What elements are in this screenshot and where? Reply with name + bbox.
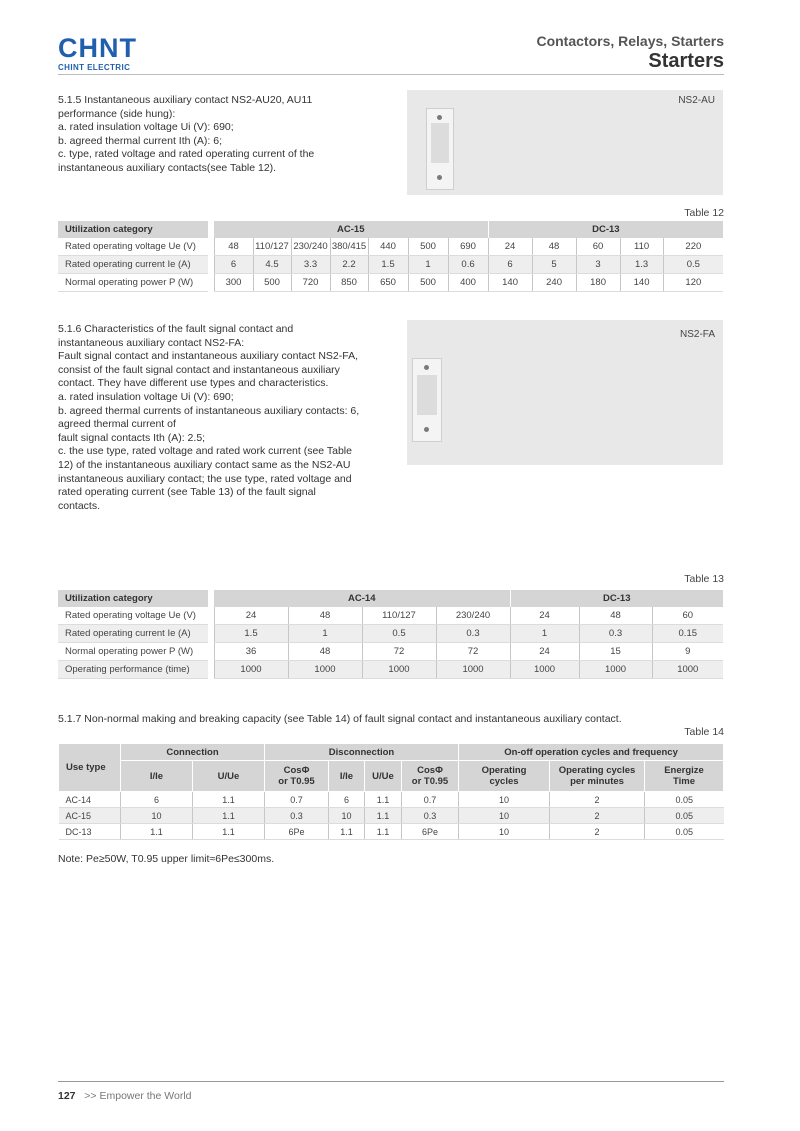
table-cell: 24 [510, 607, 579, 625]
table-cell: 48 [288, 607, 362, 625]
table-cell: 0.7 [402, 792, 459, 808]
table-cell: 0.05 [645, 808, 724, 824]
table-row [58, 625, 723, 643]
table-cell: 300 [214, 274, 253, 292]
table-cell: 3 [576, 256, 620, 274]
section-5-1-6-text: 5.1.6 Characteristics of the fault signal contact and instantaneous auxiliary contact NS2-FA: Fault signal contact and instantaneous auxiliary contact NS2-FA, consist of the fault signal contact and instantaneous auxiliary contact. They have different use types and characteristics. a. rated insulation voltage Ui (V): 690; b. agreed thermal currents of instantaneous auxiliary contacts: 6, agreed thermal current of fault signal contacts Ith (A): 2.5; c. the use type, rated voltage and rated work current (see Table 12) of the instantaneous auxiliary contact same as the NS2-AU instantaneous auxiliary contact; the use type, rated voltage and rated operating current (see Table 13) of the fault signal contacts. [58, 323, 360, 512]
table-13-caption: Table 13 [684, 573, 724, 585]
use-type-header: Use type [59, 744, 121, 792]
table-cell: 1.5 [214, 625, 288, 643]
table-cell: 140 [620, 274, 663, 292]
ns2-au-device-icon [426, 108, 454, 190]
table-cell: 0.3 [579, 625, 652, 643]
table-cell: 1.1 [193, 808, 265, 824]
table-12-group-dc13: DC-13 [488, 221, 723, 238]
table-13-header-label: Utilization category [58, 590, 208, 607]
table-cell: 1000 [288, 661, 362, 679]
col-disconnection-u-ue: U/Ue [365, 761, 402, 792]
table-cell: 140 [488, 274, 532, 292]
ns2-fa-product-image [407, 320, 723, 465]
col-operating-cycles: Operating cycles [459, 761, 550, 792]
table-cell: 1.1 [193, 792, 265, 808]
table-12-group-ac15: AC-15 [214, 221, 488, 238]
header-category: Contactors, Relays, Starters [536, 33, 724, 49]
table-cell: 1.1 [365, 808, 402, 824]
table-cell: 0.3 [402, 808, 459, 824]
operation-cycles-header: On-off operation cycles and frequency [459, 744, 724, 761]
table-row [58, 256, 723, 274]
table-cell: 650 [368, 274, 408, 292]
table-note: Note: Pe≥50W, T0.95 upper limit≈6Pe≤300ms. [58, 853, 275, 865]
col-connection-u-ue: U/Ue [193, 761, 265, 792]
col-connection-cos: CosΦ or T0.95 [265, 761, 329, 792]
table-cell: 120 [663, 274, 723, 292]
table-row [58, 643, 723, 661]
table-cell: 1000 [652, 661, 723, 679]
table-cell: 500 [408, 238, 448, 256]
table-cell: 6 [329, 792, 365, 808]
table-cell: 0.7 [265, 792, 329, 808]
row-label: Operating performance (time) [58, 661, 208, 679]
table-cell: 2 [550, 824, 645, 840]
table-cell: 24 [488, 238, 532, 256]
table-cell: 60 [652, 607, 723, 625]
table-cell: 2.2 [330, 256, 368, 274]
table-cell: 6 [214, 256, 253, 274]
header-divider [58, 74, 724, 75]
table-cell: 72 [362, 643, 436, 661]
table-cell: 500 [408, 274, 448, 292]
table-cell: 0.05 [645, 824, 724, 840]
table-cell: 1000 [510, 661, 579, 679]
ns2-au-image-label: NS2-AU [678, 95, 715, 106]
page-title: Starters [648, 50, 724, 72]
table-12-header-label: Utilization category [58, 221, 208, 238]
table-cell: 6 [121, 792, 193, 808]
table-cell: 10 [121, 808, 193, 824]
table-cell: 230/240 [436, 607, 510, 625]
table-row [59, 792, 724, 808]
table-row [58, 238, 723, 256]
table-cell: 15 [579, 643, 652, 661]
table-cell: 0.6 [448, 256, 488, 274]
page-footer [58, 1090, 192, 1102]
col-disconnection-cos: CosΦ or T0.95 [402, 761, 459, 792]
col-cycles-per-minute: Operating cycles per minutes [550, 761, 645, 792]
disconnection-header: Disconnection [265, 744, 459, 761]
table-row [59, 824, 724, 840]
col-disconnection-i-ie: I/Ie [329, 761, 365, 792]
table-cell: 10 [459, 808, 550, 824]
table-cell: 1.1 [121, 824, 193, 840]
table-cell: 2 [550, 792, 645, 808]
table-13-group-dc13: DC-13 [510, 590, 723, 607]
row-label: Rated operating current Ie (A) [58, 256, 208, 274]
row-label: Rated operating voltage Ue (V) [58, 607, 208, 625]
table-13 [58, 590, 723, 679]
table-cell: 1000 [362, 661, 436, 679]
table-cell: 10 [459, 792, 550, 808]
col-energize-time: Energize Time [645, 761, 724, 792]
table-cell: 500 [253, 274, 291, 292]
table-cell: 0.05 [645, 792, 724, 808]
row-label: DC-13 [59, 824, 121, 840]
ns2-au-product-image [407, 90, 723, 195]
footer-slogan: >> Empower the World [84, 1090, 192, 1102]
table-cell: 690 [448, 238, 488, 256]
table-cell: 4.5 [253, 256, 291, 274]
table-cell: 60 [576, 238, 620, 256]
table-cell: 220 [663, 238, 723, 256]
logo-wordmark: CHNT [58, 33, 137, 63]
table-cell: 0.5 [362, 625, 436, 643]
table-cell: 48 [532, 238, 576, 256]
table-cell: 3.3 [291, 256, 330, 274]
section-5-1-7-text: 5.1.7 Non-normal making and breaking capacity (see Table 14) of fault signal contact and instantaneous auxiliary contact. [58, 713, 622, 725]
table-row [58, 274, 723, 292]
table-cell: 1.5 [368, 256, 408, 274]
table-cell: 1.1 [365, 792, 402, 808]
ns2-fa-image-label: NS2-FA [679, 329, 715, 340]
row-label: AC-14 [59, 792, 121, 808]
table-cell: 1.3 [620, 256, 663, 274]
table-cell: 0.15 [652, 625, 723, 643]
row-label: Normal operating power P (W) [58, 643, 208, 661]
table-cell: 6 [488, 256, 532, 274]
table-cell: 440 [368, 238, 408, 256]
table-cell: 400 [448, 274, 488, 292]
table-cell: 110 [620, 238, 663, 256]
table-cell: 5 [532, 256, 576, 274]
table-row [59, 808, 724, 824]
table-cell: 0.3 [265, 808, 329, 824]
table-cell: 0.5 [663, 256, 723, 274]
table-cell: 110/127 [362, 607, 436, 625]
page-number: 127 [58, 1090, 76, 1102]
table-cell: 24 [214, 607, 288, 625]
table-cell: 720 [291, 274, 330, 292]
table-cell: 240 [532, 274, 576, 292]
row-label: Rated operating voltage Ue (V) [58, 238, 208, 256]
table-cell: 10 [459, 824, 550, 840]
table-cell: 48 [288, 643, 362, 661]
row-label: AC-15 [59, 808, 121, 824]
table-cell: 36 [214, 643, 288, 661]
row-label: Normal operating power P (W) [58, 274, 208, 292]
table-cell: 6Pe [265, 824, 329, 840]
table-cell: 72 [436, 643, 510, 661]
table-12-caption: Table 12 [684, 207, 724, 219]
table-cell: 1 [510, 625, 579, 643]
logo-subtitle: CHINT ELECTRIC [58, 63, 131, 72]
table-cell: 10 [329, 808, 365, 824]
table-cell: 1000 [579, 661, 652, 679]
table-cell: 380/415 [330, 238, 368, 256]
table-cell: 0.3 [436, 625, 510, 643]
table-cell: 1.1 [365, 824, 402, 840]
table-cell: 110/127 [253, 238, 291, 256]
table-row [58, 661, 723, 679]
table-13-group-ac14: AC-14 [214, 590, 510, 607]
section-5-1-5-text: 5.1.5 Instantaneous auxiliary contact NS2-AU20, AU11 performance (side hung): a. rated insulation voltage Ui (V): 690; b. agreed thermal current Ith (A): 6; c. type, rated voltage and rated operating current of the instantaneous auxiliary contacts(see Table 12). [58, 94, 315, 174]
table-cell: 2 [550, 808, 645, 824]
table-cell: 48 [579, 607, 652, 625]
table-cell: 1 [288, 625, 362, 643]
table-cell: 1000 [436, 661, 510, 679]
table-row [58, 607, 723, 625]
table-cell: 9 [652, 643, 723, 661]
table-cell: 48 [214, 238, 253, 256]
table-14-caption: Table 14 [684, 726, 724, 738]
chint-logo [58, 34, 137, 72]
table-cell: 1000 [214, 661, 288, 679]
table-cell: 180 [576, 274, 620, 292]
row-label: Rated operating current Ie (A) [58, 625, 208, 643]
connection-header: Connection [121, 744, 265, 761]
ns2-fa-device-icon [412, 358, 442, 442]
col-connection-i-ie: I/Ie [121, 761, 193, 792]
table-12 [58, 221, 723, 292]
table-cell: 230/240 [291, 238, 330, 256]
table-14 [58, 743, 724, 840]
footer-divider [58, 1081, 724, 1082]
table-cell: 1.1 [329, 824, 365, 840]
table-cell: 1 [408, 256, 448, 274]
table-cell: 24 [510, 643, 579, 661]
table-cell: 850 [330, 274, 368, 292]
table-cell: 6Pe [402, 824, 459, 840]
table-cell: 1.1 [193, 824, 265, 840]
